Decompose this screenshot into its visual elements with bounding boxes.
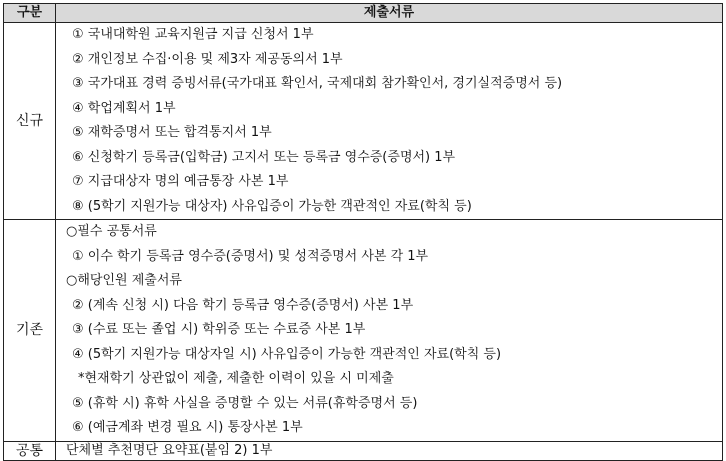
documents-existing [56,220,723,442]
list-item: ② (계속 신청 시) 다음 학기 등록금 영수증(증명서) 사본 1부 [72,297,414,313]
category-existing: 기존 [4,220,56,442]
header-documents: 제출서류 [56,4,723,23]
note-text: *현재학기 상관없이 제출, 제출한 이력이 있을 시 미제출 [78,371,394,386]
row-common [4,441,723,460]
list-item: ④ (5학기 지원가능 대상자일 시) 사유입증이 가능한 객관적인 자료(학칙 등) [72,346,502,362]
list-item: ③ 국가대표 경력 증빙서류(국가대표 확인서, 국제대회 참가확인서, 경기실적증명서 등) [72,76,563,91]
list-item: ⑦ 지급대상자 명의 예금통장 사본 1부 [72,174,289,189]
section-heading: ○필수 공통서류 [66,224,157,239]
list-item: ① 이수 학기 등록금 영수증(증명서) 및 성적증명서 사본 각 1부 [72,248,429,264]
category-new: 신규 [4,23,56,220]
documents-common: 단체별 추천명단 요약표(붙임 2) 1부 [56,441,723,460]
section-heading: ○해당인원 제출서류 [66,273,182,288]
document-table-wrapper [3,3,722,461]
list-item: ② 개인정보 수집·이용 및 제3자 제공동의서 1부 [72,51,343,67]
list-item: ③ (수료 또는 졸업 시) 학위증 또는 수료증 사본 1부 [72,322,366,337]
table-header-row [4,4,723,23]
documents-new [56,23,723,220]
list-item: ① 국내대학원 교육지원금 지급 신청서 1부 [72,27,314,42]
list-item: ⑥ (예금계좌 변경 필요 시) 통장사본 1부 [72,420,303,435]
header-category: 구분 [4,4,56,23]
category-common: 공통 [4,441,56,460]
submission-documents-table [3,3,723,461]
list-item: ⑥ 신청학기 등록금(입학금) 고지서 또는 등록금 영수증(증명서) 1부 [72,149,456,165]
list-item: ④ 학업계획서 1부 [72,100,176,116]
list-item: ⑤ 재학증명서 또는 합격통지서 1부 [72,125,272,140]
row-existing [4,220,723,442]
list-item: ⑧ (5학기 지원가능 대상자) 사유입증이 가능한 객관적인 자료(학칙 등) [72,198,472,214]
row-new [4,23,723,220]
list-item: ⑤ (휴학 시) 휴학 사실을 증명할 수 있는 서류(휴학증명서 등) [72,395,418,411]
